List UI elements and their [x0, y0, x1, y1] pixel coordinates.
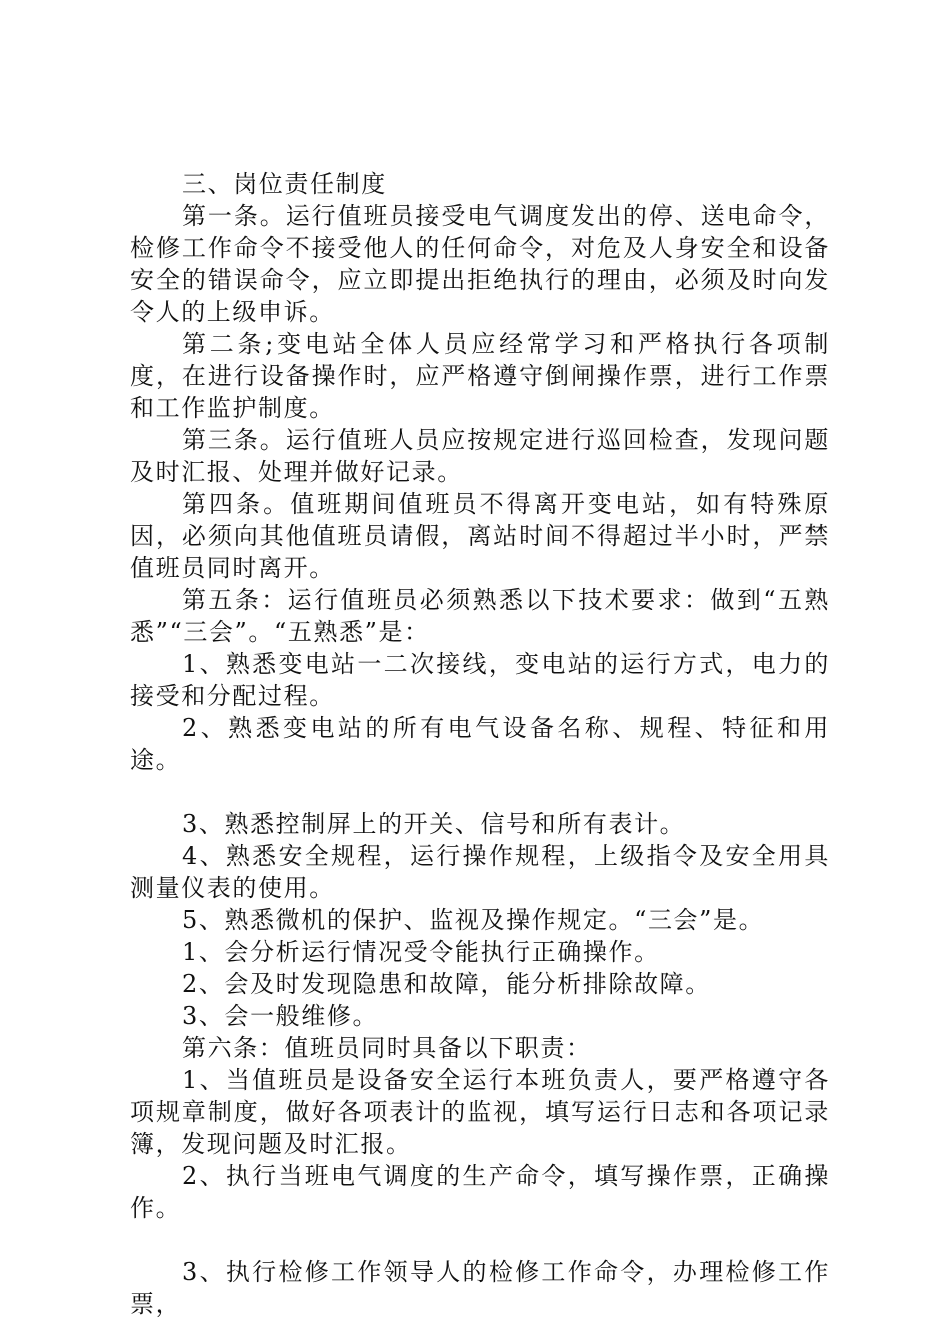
list-item: 1、当值班员是设备安全运行本班负责人，要严格遵守各项规章制度，做好各项表计的监视，填写运行日志和各项记录簿，发现问题及时汇报。: [130, 1066, 830, 1158]
list-item: 3、执行检修工作领导人的检修工作命令，办理检修工作票，: [130, 1258, 830, 1318]
list-item: 2、会及时发现隐患和故障，能分析排除故障。: [182, 970, 711, 998]
section-heading: 三、岗位责任制度: [182, 170, 387, 198]
article-5: 第五条：运行值班员必须熟悉以下技术要求：做到“五熟悉”“三会”。“五熟悉”是：: [130, 586, 830, 646]
article-2: 第二条;变电站全体人员应经常学习和严格执行各项制度，在进行设备操作时，应严格遵守倒闸操作票，进行工作票和工作监护制度。: [130, 330, 830, 422]
document-body: [130, 168, 830, 1320]
list-item: 3、熟悉控制屏上的开关、信号和所有表计。: [182, 810, 686, 838]
list-item: 2、熟悉变电站的所有电气设备名称、规程、特征和用途。: [130, 714, 830, 774]
blank-line: [130, 776, 830, 808]
article-6: 第六条：值班员同时具备以下职责：: [182, 1034, 592, 1062]
blank-line: [130, 1224, 830, 1256]
list-item: 1、熟悉变电站一二次接线，变电站的运行方式，电力的接受和分配过程。: [130, 650, 830, 710]
list-item: 5、熟悉微机的保护、监视及操作规定。“三会”是。: [182, 906, 765, 934]
article-4: 第四条。值班期间值班员不得离开变电站，如有特殊原因，必须向其他值班员请假，离站时间不得超过半小时，严禁值班员同时离开。: [130, 490, 830, 582]
article-3: 第三条。运行值班人员应按规定进行巡回检查，发现问题及时汇报、处理并做好记录。: [130, 426, 830, 486]
list-item: 3、会一般维修。: [182, 1002, 379, 1030]
list-item: 4、熟悉安全规程，运行操作规程，上级指令及安全用具测量仪表的使用。: [130, 842, 830, 902]
article-1: 第一条。运行值班员接受电气调度发出的停、送电命令，检修工作命令不接受他人的任何命令，对危及人身安全和设备安全的错误命令，应立即提出拒绝执行的理由，必须及时向发令人的上级申诉。: [130, 202, 830, 326]
list-item: 2、执行当班电气调度的生产命令，填写操作票，正确操作。: [130, 1162, 830, 1222]
list-item: 1、会分析运行情况受令能执行正确操作。: [182, 938, 660, 966]
